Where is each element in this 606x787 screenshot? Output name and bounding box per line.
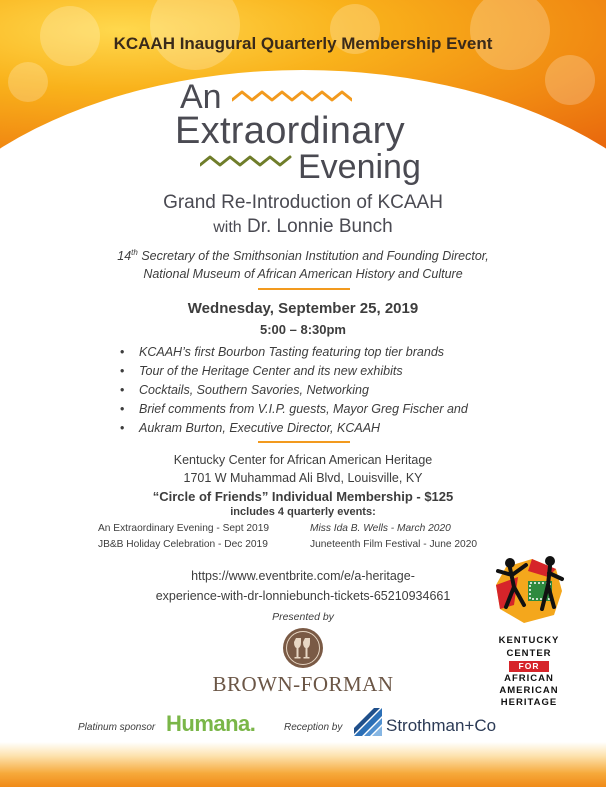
venue-name: Kentucky Center for African American Heritage [173,453,433,467]
humana-logo: Humana. [166,711,256,736]
brown-forman-emblem-icon [282,627,324,669]
quarterly-event: An Extraordinary Evening - Sept 2019 [98,523,270,534]
divider-2 [258,441,350,443]
list-item: • Brief comments from V.I.P. guests, Mayor Greg Fischer and [118,400,518,419]
role-ordinal: 14th [117,248,138,264]
quarterly-event: Juneteenth Film Festival - June 2020 [310,539,478,550]
link-line-2[interactable]: experience-with-dr-lonniebunch-tickets-65210934661 [155,589,451,603]
role-line-2: National Museum of African American History and Culture [143,267,463,282]
membership-offer: “Circle of Friends” Individual Membership - $125 [152,489,454,504]
strothman-logo-icon [354,706,382,736]
title-an: An [180,78,222,116]
title-evening: Evening [298,148,421,186]
subtitle-reintroduction: Grand Re-Introduction of KCAAH [163,192,443,213]
green-zigzag [200,154,292,168]
role-line-1: Secretary of the Smithsonian Institution and Founding Director, [137,249,489,264]
strothman-logo: Strothman+Co [386,716,497,735]
event-time: 5:00 – 8:30pm [260,322,346,337]
brown-forman-logo: BROWN-FORMAN [212,672,394,696]
quarterly-event: JB&B Holiday Celebration - Dec 2019 [98,539,268,550]
kcaah-logo-line: CENTER [506,648,552,659]
divider-1 [258,288,350,290]
kcaah-logo-icon [488,547,570,629]
event-kicker: KCAAH Inaugural Quarterly Membership Event [113,34,493,53]
with-word: with [213,219,242,236]
orange-zigzag [232,89,352,103]
footer-band [0,742,606,787]
list-item: • Cocktails, Southern Savories, Networking [118,381,518,400]
presented-by-label: Presented by [272,611,334,623]
list-item: • Tour of the Heritage Center and its new exhibits [118,362,518,381]
speaker-role [0,244,606,283]
venue-address: 1701 W Muhammad Ali Blvd, Louisville, KY [183,471,423,485]
list-item-continued: • Aukram Burton, Executive Director, KCAAH [118,419,518,438]
speaker-line [0,216,606,238]
speaker-name: Dr. Lonnie Bunch [246,216,393,237]
membership-includes: includes 4 quarterly events: [230,506,376,518]
reception-label: Reception by [284,722,343,733]
event-date: Wednesday, September 25, 2019 [187,300,419,317]
kcaah-logo-line: HERITAGE [500,697,558,708]
event-highlights [118,343,518,438]
list-item: • KCAAH’s first Bourbon Tasting featuring top tier brands [118,343,518,362]
title-extraordinary: Extraordinary [175,110,405,152]
quarterly-event: Miss Ida B. Wells - March 2020 [310,523,451,534]
kcaah-logo-line: AMERICAN [499,685,559,696]
platinum-sponsor-label: Platinum sponsor [78,722,156,733]
kcaah-logo-line: AFRICAN [504,673,554,684]
link-line-1[interactable]: https://www.eventbrite.com/e/a-heritage- [191,569,415,583]
kcaah-logo-line: KENTUCKY [498,635,560,646]
kcaah-logo-for: FOR [509,661,549,672]
venue-block [0,451,606,487]
